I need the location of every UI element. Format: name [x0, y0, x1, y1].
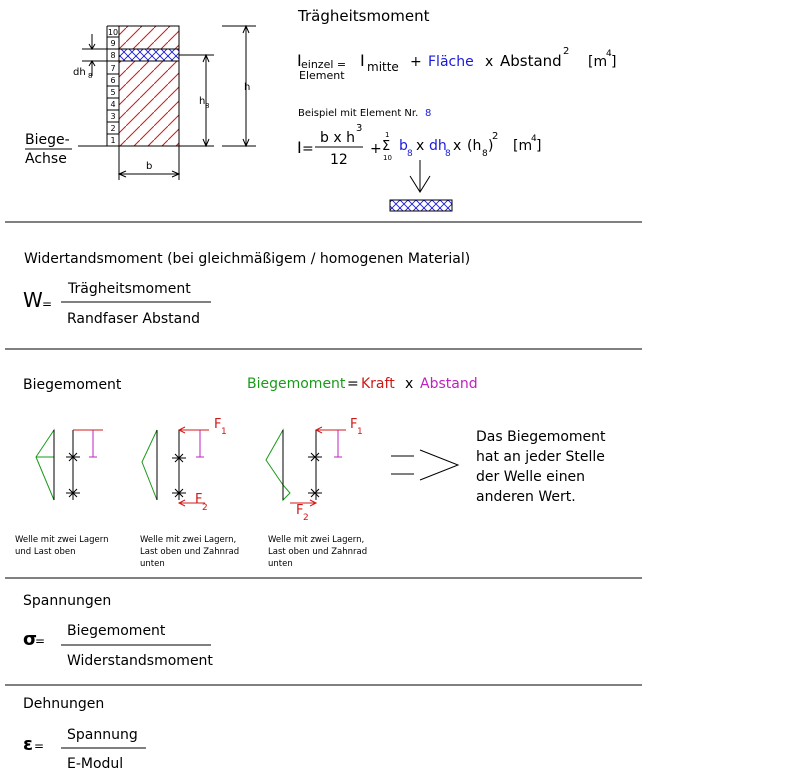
section4-numerator: Biegemoment — [67, 623, 166, 639]
element-num-3: 3 — [110, 112, 116, 121]
section2-title: Widertandsmoment (bei gleichmäßigem / homogenen Material) — [24, 251, 471, 267]
caption3-line-3: unten — [268, 559, 293, 569]
formula1-sub-bottom: Element — [299, 69, 345, 82]
conclusion-line-1: Das Biegemoment — [476, 429, 606, 445]
cross-section-hatch — [119, 26, 179, 146]
element-num-10: 10 — [107, 28, 119, 37]
formula1-mitte: mitte — [367, 60, 399, 74]
formula1-x: x — [485, 54, 494, 70]
conclusion-line-3: der Welle einen — [476, 469, 586, 485]
element-num-6: 6 — [110, 76, 116, 85]
section4-denominator: Widerstandsmoment — [67, 653, 213, 669]
caption3-line-2: Last oben und Zahnrad — [268, 547, 368, 557]
section5-numerator: Spannung — [67, 727, 138, 743]
formula1-plus: + — [410, 54, 422, 70]
formula2-dh-sub: 8 — [445, 149, 451, 159]
bending-axis-label-1: Biege- — [25, 132, 70, 148]
formula2-num-exp: 3 — [356, 123, 363, 134]
element-8-strip — [390, 200, 452, 211]
h-dimension — [222, 26, 256, 146]
formula2-plus: + — [370, 141, 382, 157]
formula2-dh: dh — [429, 138, 447, 154]
caption2-line-3: unten — [140, 559, 165, 569]
force-f2-label: F — [195, 492, 203, 507]
section5-eq: = — [34, 739, 45, 753]
section4-eq: = — [35, 634, 46, 648]
formula-abstand: Abstand — [420, 376, 478, 392]
formula-traegheit-einzel — [297, 46, 616, 82]
formula2-unit: [m — [513, 138, 533, 154]
formula1-unit-close: ] — [611, 54, 617, 70]
section2-eq: = — [42, 297, 53, 311]
shaft-diagram-1 — [36, 430, 103, 500]
element-num-9: 9 — [110, 39, 116, 48]
conclusion-line-2: hat an jeder Stelle — [476, 449, 605, 465]
formula1-abstand: Abstand — [500, 52, 562, 70]
moment-diagram-2 — [142, 430, 157, 500]
element-num-8: 8 — [110, 51, 116, 60]
formula2-exp: 2 — [492, 131, 499, 142]
dh8-sub: 8 — [88, 72, 93, 80]
formula2-x2: x — [453, 138, 462, 154]
force-f2-label-3: F — [296, 503, 304, 518]
formula2-unit-close: ] — [536, 138, 542, 154]
force-f1-label: F — [214, 417, 222, 432]
example-nr: 8 — [425, 108, 432, 119]
formula1-unit: [m — [588, 54, 608, 70]
formula2-h-sub: 8 — [482, 149, 488, 159]
h8-sub: 8 — [205, 102, 210, 110]
moment-diagram-3 — [266, 430, 290, 500]
h8-dimension — [179, 55, 214, 146]
caption3-line-1: Welle mit zwei Lagern, — [268, 535, 365, 545]
example-label: Beispiel mit Element Nr. — [298, 108, 419, 119]
dh8-dimension — [82, 34, 107, 76]
force-f1-sub: 1 — [221, 427, 227, 437]
caption1-line-1: Welle mit zwei Lagern — [15, 535, 109, 545]
formula2-den: 12 — [330, 152, 348, 168]
element-8-highlight — [119, 49, 179, 61]
bending-axis-label-2: Achse — [25, 151, 67, 167]
formula1-flaeche: Fläche — [428, 54, 474, 70]
caption2-line-2: Last oben und Zahnrad — [140, 547, 240, 557]
caption2-line-1: Welle mit zwei Lagern, — [140, 535, 237, 545]
conclusion-line-4: anderen Wert. — [476, 489, 576, 505]
force-f1-sub-3: 1 — [357, 427, 363, 437]
element-num-4: 4 — [110, 100, 116, 109]
dh8-label: dh — [73, 67, 86, 78]
formula2-eq: = — [302, 141, 314, 157]
formula1-sub-top: einzel = — [301, 58, 347, 71]
shaft-diagram-3 — [266, 427, 346, 506]
formula2-sum-bottom: 10 — [383, 154, 392, 162]
force-f2-sub-3: 2 — [303, 513, 309, 523]
force-f2-sub: 2 — [202, 503, 208, 513]
formula-traegheit-beispiel — [297, 123, 541, 168]
formula2-x1: x — [416, 138, 425, 154]
section1-title: Trägheitsmoment — [298, 7, 430, 25]
formula2-num: b x h — [320, 130, 355, 146]
formula2-h-close: ) — [488, 138, 494, 154]
element-8-arrow-detail — [390, 160, 452, 211]
element-num-7: 7 — [110, 64, 116, 73]
force-f1-label-3: F — [350, 417, 358, 432]
section2-numerator: Trägheitsmoment — [68, 281, 191, 297]
formula2-h-open: (h — [467, 138, 482, 154]
h8-label: h — [199, 96, 206, 107]
cross-section-figure — [25, 26, 256, 180]
formula2-unit-exp: 4 — [531, 134, 537, 144]
formula2-I: I — [297, 138, 302, 157]
section5-symbol: ε — [23, 734, 34, 755]
element-number-column — [107, 26, 119, 146]
b-label: b — [146, 161, 153, 172]
caption1-line-2: und Last oben — [15, 547, 76, 557]
implication-arrow — [391, 450, 458, 480]
formula1-exp: 2 — [563, 46, 570, 57]
section5-title: Dehnungen — [23, 696, 105, 712]
element-num-5: 5 — [110, 88, 116, 97]
section4-title: Spannungen — [23, 593, 112, 609]
formula1-unit-exp: 4 — [606, 49, 612, 59]
element-num-1: 1 — [110, 136, 116, 145]
formula1-I: I — [297, 51, 302, 70]
h-label: h — [244, 82, 251, 93]
formula1-I2: I — [360, 51, 365, 70]
formula2-b-sub: 8 — [407, 149, 413, 159]
formula2-b: b — [399, 138, 408, 154]
section2-symbol: W — [23, 288, 43, 312]
formula-biegemoment: Biegemoment — [247, 376, 346, 392]
formula-eq: = — [347, 376, 359, 392]
formula2-sum-top: 1 — [385, 131, 390, 139]
formula-kraft: Kraft — [361, 376, 395, 392]
formula2-sum: Σ — [382, 139, 391, 154]
moment-diagram-1 — [36, 430, 54, 500]
section4-symbol: σ — [23, 629, 38, 650]
formula-x: x — [405, 376, 414, 392]
section5-denominator: E-Modul — [67, 756, 124, 772]
section2-denominator: Randfaser Abstand — [67, 311, 200, 327]
section3-title: Biegemoment — [23, 377, 122, 393]
element-num-2: 2 — [110, 124, 116, 133]
